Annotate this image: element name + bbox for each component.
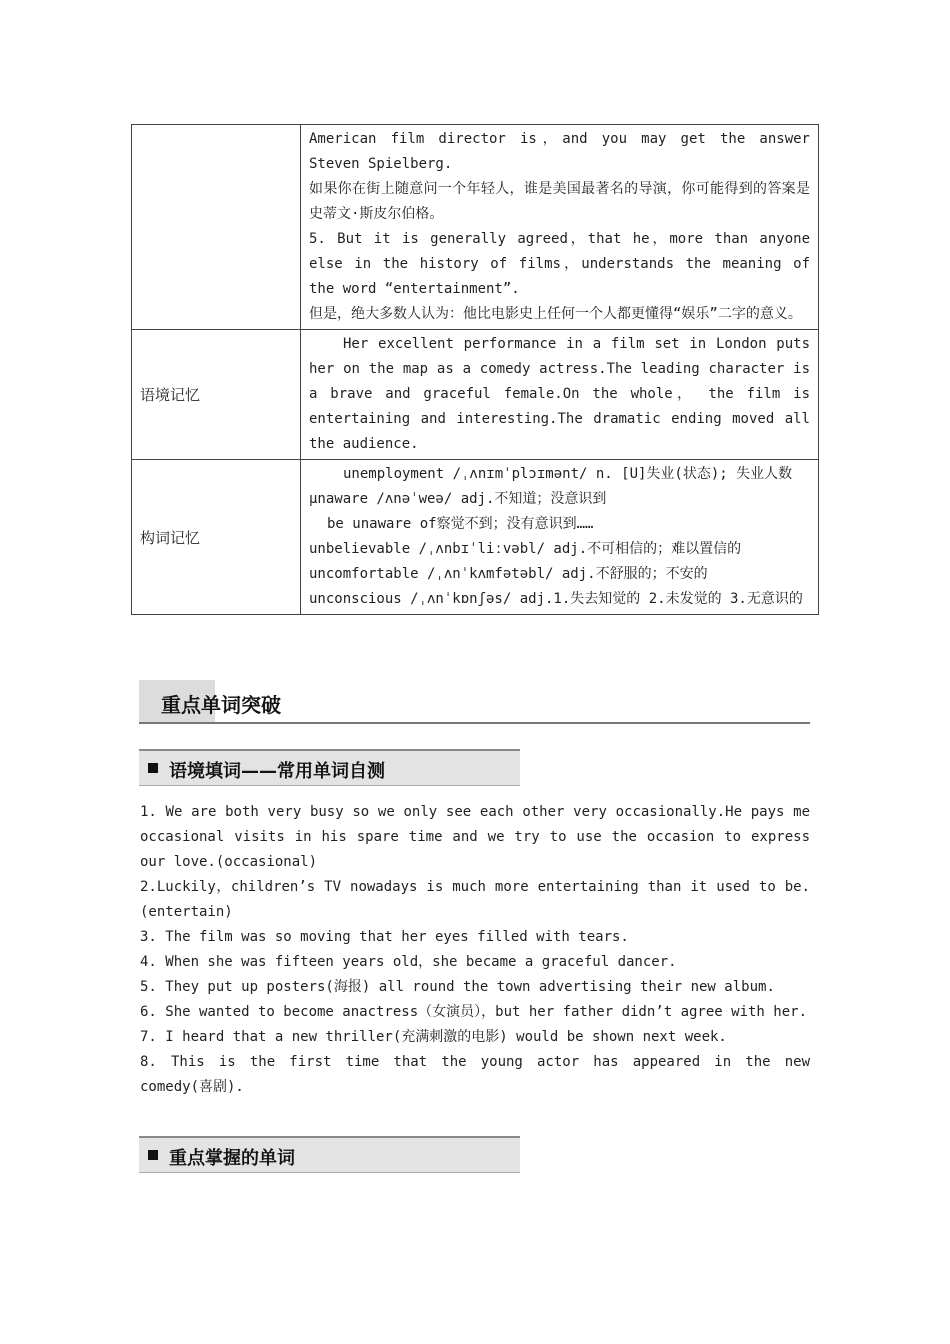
example-sentence: 5. But it is generally agreed，that he，more than anyone else in the history of films，understands the meaning of the word “entertainment”. (309, 231, 810, 297)
context-paragraph: Her excellent performance in a film set in London puts her on the map as a comedy actress.The leading character is a brave and graceful female.On the whole， the film is entertaining and interesting.The dramatic ending moved all the audience. (309, 336, 810, 452)
table-row (132, 460, 819, 615)
table-row (132, 125, 819, 330)
row-content (301, 460, 819, 615)
word-entry: unbelievable /ˌʌnbɪˈliːvəbl/ adj.不可相信的；难以置信的 (309, 541, 742, 557)
list-item: 5. They put up posters(海报) all round the town advertising their new album. (140, 979, 775, 995)
list-item: 8. This is the first time that the young actor has appeared in the new comedy(喜剧). (140, 1054, 810, 1095)
table-row (132, 330, 819, 460)
example-sentence: American film director is，and you may get the answer Steven Spielberg. (309, 131, 810, 172)
list-item: 4. When she was fifteen years old，she became a graceful dancer. (140, 954, 677, 970)
row-content (301, 330, 819, 460)
square-bullet-icon (148, 763, 158, 773)
square-bullet-icon (148, 1150, 158, 1160)
list-item: 2.Luckily，children’s TV nowadays is much more entertaining than it used to be.(entertain) (140, 879, 810, 920)
list-item: 7. I heard that a new thriller(充满刺激的电影) would be shown next week. (140, 1029, 727, 1045)
list-item: 3. The film was so moving that her eyes filled with tears. (140, 929, 629, 945)
word-entry: µnaware /ʌnəˈweə/ adj.不知道；没意识到 (309, 491, 607, 507)
phrase-entry: be unaware of察觉不到；没有意识到…… (327, 516, 594, 532)
list-item: 1. We are both very busy so we only see each other very occasionally.He pays me occasional visits in his spare time and we try to use the occasion to express our love.(occasional) (140, 804, 810, 870)
section-title (139, 680, 810, 724)
row-content (301, 125, 819, 330)
word-entry: unconscious /ˌʌnˈkɒnʃəs/ adj.1.失去知觉的 2.未发觉的 3.无意识的 (309, 591, 803, 607)
list-item: 6. She wanted to become anactress（女演员），but her father didn’t agree with her. (140, 1004, 808, 1020)
exercise-list (140, 800, 810, 1100)
row-label-word-formation: 构词记忆 (132, 460, 301, 615)
translation: 但是，绝大多数人认为：他比电影史上任何一个人都更懂得“娱乐”二字的意义。 (309, 306, 802, 322)
sub-header-key-words (139, 1136, 520, 1173)
row-label (132, 125, 301, 330)
translation: 如果你在街上随意问一个年轻人，谁是美国最著名的导演，你可能得到的答案是史蒂文·斯皮尔伯格。 (309, 181, 810, 222)
sub-header-fill-in (139, 749, 520, 786)
word-entry: unemployment /ˌʌnɪmˈplɔɪmənt/ n. [U]失业(状态); 失业人数 (343, 466, 793, 482)
sub-header-text: 重点掌握的单词 (169, 1148, 295, 1169)
sub-header-text: 语境填词——常用单词自测 (169, 761, 385, 782)
row-label-context-memory: 语境记忆 (132, 330, 301, 460)
section-title-text: 重点单词突破 (161, 693, 281, 717)
word-entry: uncomfortable /ˌʌnˈkʌmfətəbl/ adj.不舒服的；不安的 (309, 566, 708, 582)
vocabulary-table (131, 124, 819, 615)
